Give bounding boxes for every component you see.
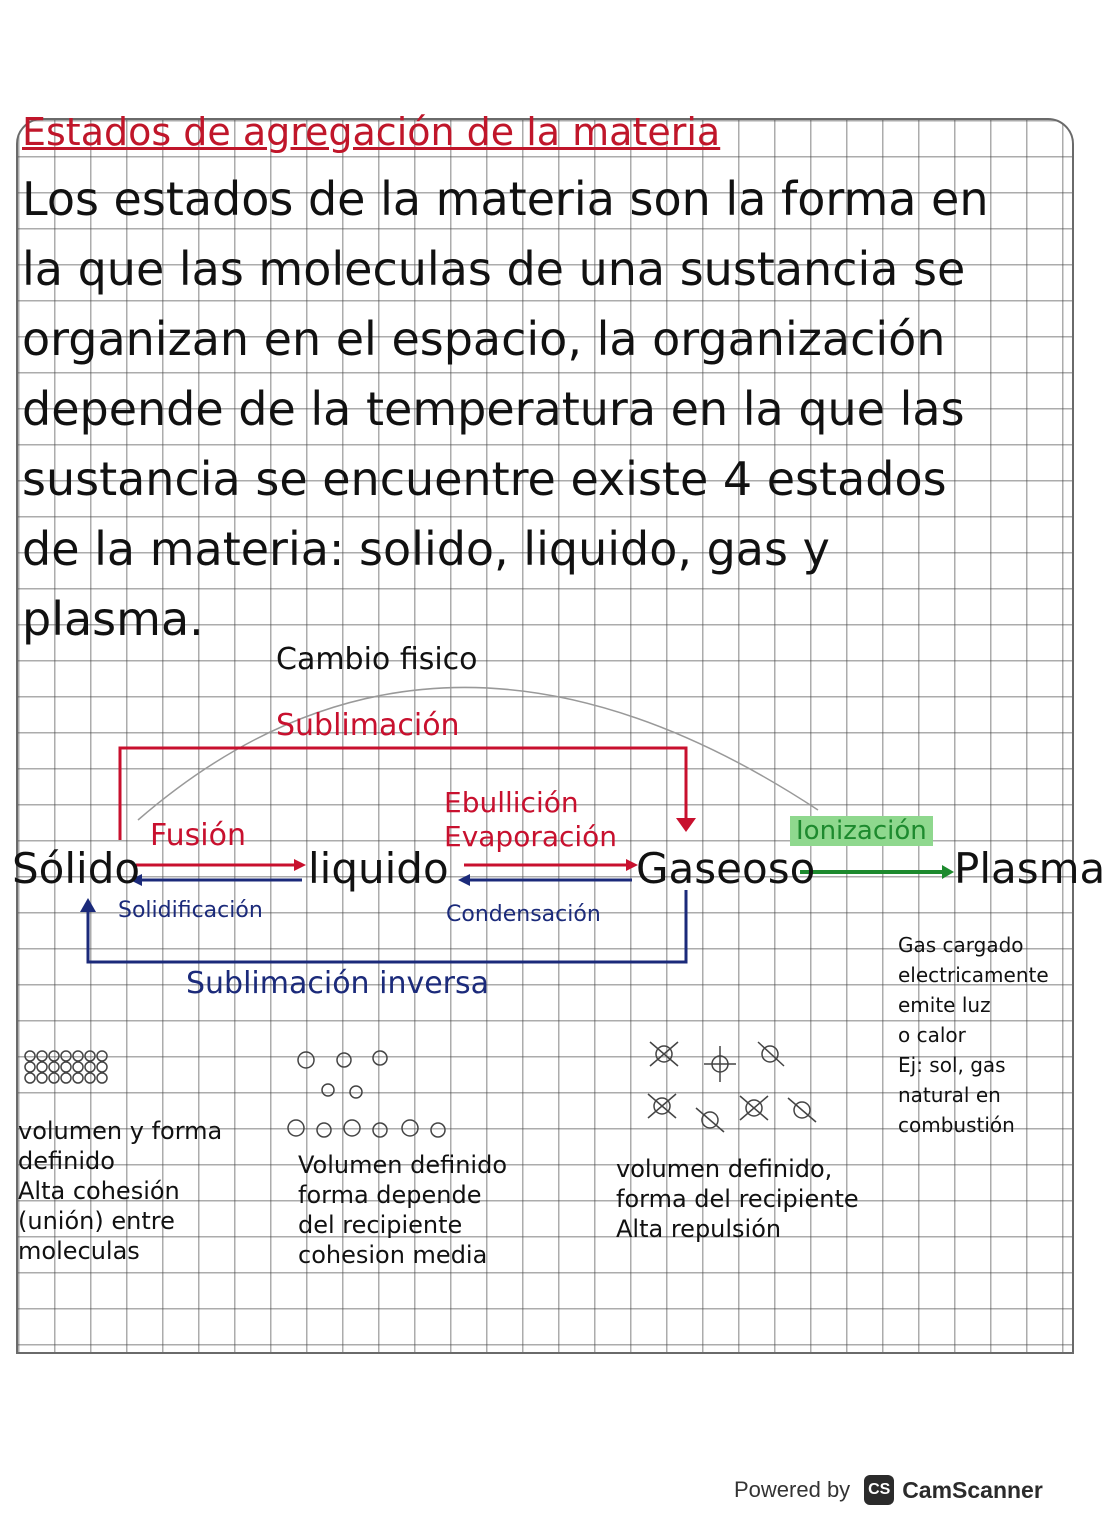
camscanner-brand: CamScanner — [902, 1476, 1043, 1503]
note-line: moleculas — [18, 1237, 140, 1265]
note-line: combustión — [898, 1113, 1015, 1137]
paragraph-line: depende de la temperatura en la que las — [22, 382, 965, 436]
paragraph-line: organizan en el espacio, la organización — [22, 312, 946, 366]
liquid-notes — [298, 1150, 507, 1270]
liquid-particles — [288, 1051, 445, 1137]
state-solido: Sólido — [12, 844, 141, 893]
note-line: Gas cargado — [898, 933, 1024, 957]
note-line: volumen definido, — [616, 1155, 833, 1183]
camscanner-watermark — [734, 1468, 1043, 1512]
note-line: definido — [18, 1147, 115, 1175]
note-line: electricamente — [898, 963, 1049, 987]
notebook-page — [12, 110, 1105, 1354]
paragraph-line: la que las moleculas de una sustancia se — [22, 242, 966, 296]
plasma-notes — [898, 930, 1049, 1140]
note-line: emite luz — [898, 993, 991, 1017]
note-line: del recipiente — [298, 1211, 463, 1239]
solid-notes — [18, 1116, 222, 1266]
page-title: Estados de agregación de la materia — [22, 110, 721, 154]
intro-paragraph — [22, 164, 1062, 654]
paragraph-line: de la materia: solido, liquido, gas y — [22, 522, 830, 576]
camscanner-logo-icon: CS — [864, 1475, 894, 1505]
paragraph-line: plasma. — [22, 592, 204, 646]
fusion-label: Fusión — [150, 818, 246, 853]
note-line: (unión) entre — [18, 1207, 175, 1235]
paragraph-line: Los estados de la materia son la forma en — [22, 172, 989, 226]
note-line: Alta repulsión — [616, 1215, 782, 1243]
paragraph-line: sustancia se encuentre existe 4 estados — [22, 452, 947, 506]
state-gaseoso: Gaseoso — [636, 844, 816, 893]
note-line: Volumen definido — [298, 1151, 508, 1179]
sublimacion-inversa-label: Sublimación inversa — [186, 966, 490, 1001]
note-line: forma del recipiente — [616, 1185, 859, 1213]
evaporacion-label: Evaporación — [444, 820, 618, 853]
note-line: natural en — [898, 1083, 1001, 1107]
cambio-fisico-label: Cambio fisico — [276, 642, 478, 677]
powered-by-text: Powered by — [734, 1477, 851, 1502]
solidificacion-label: Solidificación — [118, 898, 263, 923]
sublimacion-label: Sublimación — [276, 708, 460, 743]
sublimacion-arrowhead — [676, 818, 696, 832]
ionizacion-label: Ionización — [790, 816, 933, 846]
condensacion-label: Condensación — [446, 902, 601, 927]
note-line: Ej: sol, gas — [898, 1053, 1006, 1077]
note-line: cohesion media — [298, 1241, 488, 1269]
gas-notes — [616, 1154, 859, 1244]
note-line: forma depende — [298, 1181, 482, 1209]
note-line: o calor — [898, 1023, 966, 1047]
solid-particles — [25, 1051, 107, 1083]
gas-particles — [648, 1042, 816, 1132]
sublimacion-inversa-arrowhead — [80, 898, 96, 912]
state-liquido: liquido — [308, 844, 449, 893]
note-line: volumen y forma — [18, 1117, 223, 1145]
ebullicion-label: Ebullición — [444, 786, 579, 819]
state-plasma: Plasma — [954, 844, 1105, 893]
note-line: Alta cohesión — [18, 1177, 180, 1205]
